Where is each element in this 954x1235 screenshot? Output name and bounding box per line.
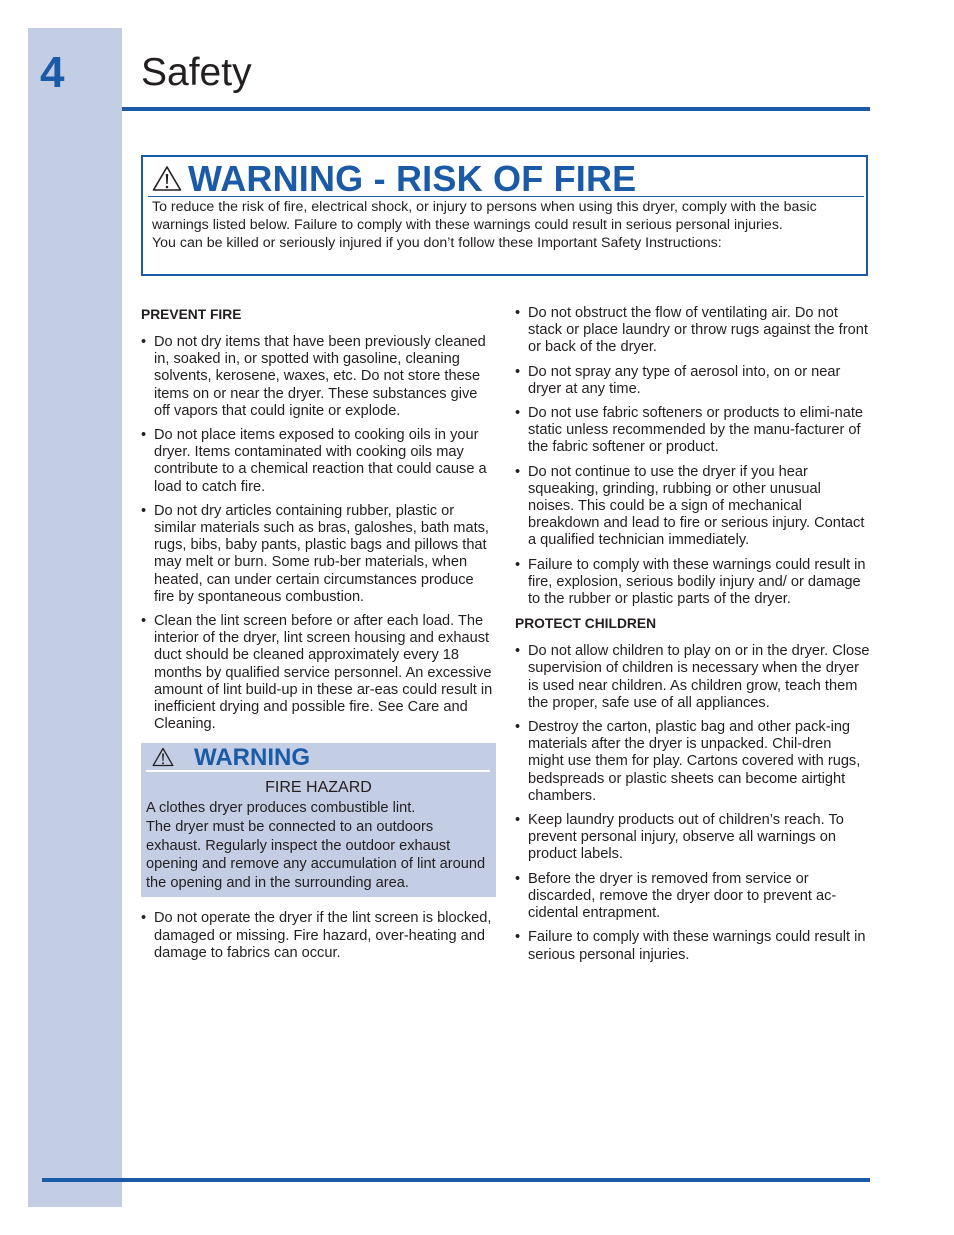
- bullet: •: [515, 405, 521, 422]
- list-item: • Failure to comply with these warnings could result in serious personal injuries.: [515, 929, 866, 963]
- fire-hazard-line: The dryer must be connected to an outdoors exhaust. Regularly inspect the outdoor exhaust opening and remove any accumulation of lint around the opening and in the surrounding area.: [146, 819, 486, 891]
- bullet: •: [141, 910, 147, 927]
- bullet: •: [515, 556, 521, 573]
- prevent-fire-list: [141, 334, 497, 733]
- warning-triangle-icon: [152, 747, 174, 767]
- header-rule: [122, 107, 870, 111]
- fire-hazard-subtitle: FIRE HAZARD: [265, 779, 372, 797]
- list-item: • Clean the lint screen before or after each load. The interior of the dryer, lint screen housing and exhaust duct should be cleaned approximately every 18 months by qualified service personnel. An excessive amount of lint build-up in these ar-eas could result in inefficient drying and possible fire. See Care and Cleaning.: [141, 613, 493, 733]
- left-column: [141, 306, 497, 969]
- ventilation-list: [515, 305, 871, 608]
- list-item: • Do not obstruct the flow of ventilating air. Do not stack or place laundry or throw rugs against the front or back of the dryer.: [515, 305, 868, 356]
- bullet: •: [515, 463, 521, 480]
- footer-rule: [42, 1178, 870, 1182]
- list-item: • Do not operate the dryer if the lint screen is blocked, damaged or missing. Fire hazard, over-heating and damage to fabrics can occur.: [141, 910, 492, 961]
- fire-warning-title: WARNING: [194, 744, 310, 772]
- sidebar-band: [28, 28, 122, 1207]
- protect-children-list: [515, 643, 871, 963]
- bullet: •: [141, 502, 147, 519]
- bullet: •: [515, 870, 521, 887]
- list-item: • Destroy the carton, plastic bag and other pack-ing materials after the dryer is unpacked. Chil-dren might use them for play. Cartons covered with rugs, bedspreads or plastic sheets can become airtight chambers.: [515, 719, 861, 804]
- bullet: •: [515, 643, 521, 660]
- page-title: Safety: [141, 51, 252, 94]
- list-item: • Do not allow children to play on or in the dryer. Close supervision of children is necessary when the dryer is used near children. As children grow, teach them the proper, safe use of all appliances.: [515, 643, 870, 711]
- bullet: •: [141, 334, 147, 350]
- list-item: • Do not continue to use the dryer if you hear squeaking, grinding, rubbing or other unusual noises. This could be a sign of mechanical breakdown and lead to fire or serious injury. Contact a qualified technician immediately.: [515, 463, 865, 549]
- list-item: • Do not dry items that have been previously cleaned in, soaked in, or spotted with gasoline, cleaning solvents, kerosene, waxes, etc. Do not store these items on or near the dryer. These substances give off vapors that could ignite or explode.: [141, 334, 486, 419]
- risk-of-fire-warning-box: [141, 155, 868, 276]
- list-item: • Do not spray any type of aerosol into, on or near dryer at any time.: [515, 363, 841, 397]
- fire-hazard-line: A clothes dryer produces combustible lint.: [146, 800, 416, 817]
- list-item: • Keep laundry products out of children’s reach. To prevent personal injury, observe all warnings on product labels.: [515, 812, 844, 863]
- bullet: •: [515, 719, 521, 736]
- bullet: •: [141, 613, 147, 630]
- fire-hazard-warning-box: [141, 743, 496, 897]
- warning-header: [148, 159, 864, 197]
- warning-intro-text: To reduce the risk of fire, electrical shock, or injury to persons when using this dryer, comply with the basic warnings listed below. Failure to comply with these warnings could result in serious personal injuries.: [152, 199, 817, 234]
- protect-children-heading: PROTECT CHILDREN: [515, 616, 657, 632]
- warning-important-text: You can be killed or seriously injured if you don’t follow these Important Safety Instructions:: [152, 235, 722, 252]
- fire-warning-header: [146, 743, 490, 772]
- warning-body: [152, 198, 864, 253]
- right-column: [515, 305, 871, 971]
- lint-screen-list: [141, 910, 497, 962]
- bullet: •: [515, 305, 521, 321]
- bullet: •: [515, 812, 521, 829]
- list-item: • Do not dry articles containing rubber, plastic or similar materials such as bras, galoshes, bath mats, rugs, bibs, baby pants, plastic bags and pillows that may melt or burn. Some rub-ber materials, when heated, can under certain circumstances produce fire by spontaneous combustion.: [141, 502, 489, 605]
- bullet: •: [515, 363, 521, 380]
- fire-hazard-text: [146, 799, 492, 892]
- bullet: •: [141, 427, 147, 444]
- warning-title: WARNING - RISK OF FIRE: [188, 158, 637, 199]
- warning-triangle-icon: [152, 165, 182, 192]
- list-item: • Before the dryer is removed from service or discarded, remove the dryer door to prevent ac-cidental entrapment.: [515, 870, 837, 922]
- prevent-fire-heading: PREVENT FIRE: [141, 307, 242, 322]
- list-item: • Do not use fabric softeners or products to elimi-nate static unless recommended by the manu-facturer of the fabric softener or product.: [515, 405, 864, 456]
- bullet: •: [515, 929, 521, 946]
- list-item: • Do not place items exposed to cooking oils in your dryer. Items contaminated with cooking oils may contribute to a chemical reaction that could cause a load to catch fire.: [141, 427, 487, 495]
- list-item: • Failure to comply with these warnings could result in fire, explosion, serious bodily injury and/ or damage to the rubber or plastic parts of the dryer.: [515, 556, 866, 608]
- page-number: 4: [40, 48, 65, 97]
